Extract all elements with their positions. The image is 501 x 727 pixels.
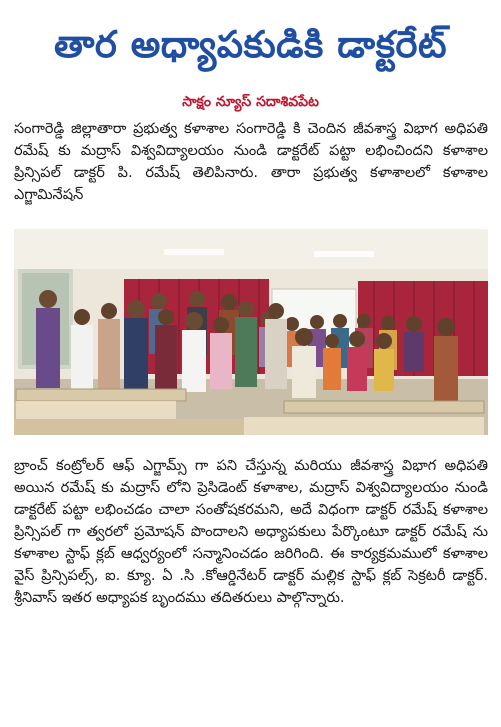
headline: తార అధ్యాపకుడికి డాక్టరేట్ bbox=[53, 23, 448, 66]
group-photo bbox=[14, 229, 488, 435]
byline: సాక్షం న్యూస్ సదాశివపేట bbox=[182, 94, 319, 110]
paragraph-intro: సంగారెడ్డి జిల్లాతారా ప్రభుత్వ కళాశాల సంగారెడ్డి కి చెందిన జీవశాస్త్ర విభాగ అధిపతి రమేష్ కు మద్రాస్ విశ్వవిద్యాలయం నుండి డాక్టరేట్ పట్టా లభించిందని కళాశాల ప్రిన్సిపల్ డాక్టర్ పి. రమేష్ తెలిపినారు. తారా ప్రభుత్వ కళాశాలలో కళాశాల ఎగ్జామినేషన్ bbox=[14, 121, 488, 203]
paragraph-details: బ్రాంచ్ కంట్రోలర్ ఆఫ్ ఎగ్జామ్స్ గా పని చేస్తున్న మరియు జీవశాస్త్ర విభాగ అధిపతి అయిన రమేష్ కు మద్రాస్ లోని ప్రెసిడెంట్ కళాశాల, మద్రాస్ విశ్వవిద్యాలయం నుండి డాక్టరేట్ పట్టా లభించడం చాలా సంతోషకరమని, అదే విధంగా డాక్టర్ రమేష్ కళాశాల ప్రిన్సిపల్ గా త్వరలో ప్రమోషన్ పొందాలని అధ్యాపకులు పేర్కొంటూ డాక్టర్ రమేష్ ను కళాశాల స్టాఫ్ క్లబ్ ఆధ్వర్యంలో సన్మానించడం జరిగింది. ఈ కార్యక్రమములో కళాశాల వైస్ ప్రిన్సిపల్స్, ఐ. క్యూ. ఏ .సి .కోఆర్డినేటర్ డాక్టర్ మల్లిక స్టాఫ్ క్లబ్ సెక్రటరీ డాక్టర్. శ్రీనివాస్ ఇతర అధ్యాపక బృందము తదితరులు పాల్గొన్నారు. bbox=[14, 458, 488, 606]
clipped-previous-text bbox=[0, 0, 501, 8]
